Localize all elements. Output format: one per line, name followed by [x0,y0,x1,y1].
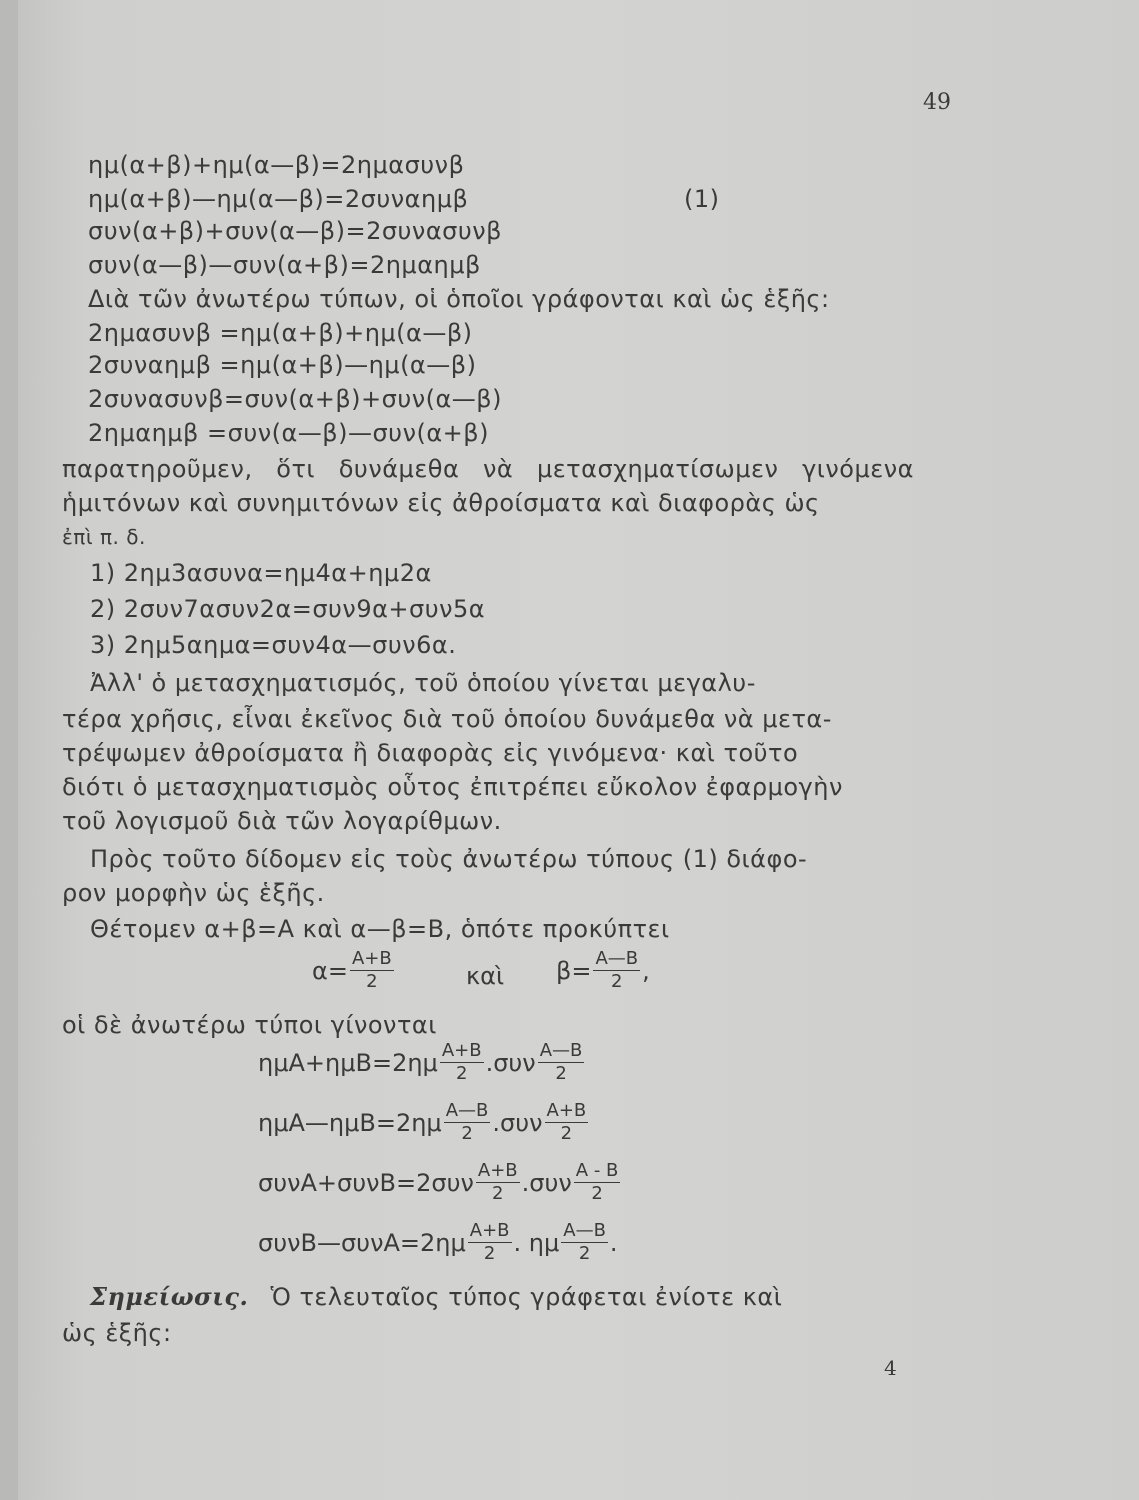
intro-line: Διὰ τῶν ἀνωτέρω τύπων, οἱ ὁποῖοι γράφονται καὶ ὡς ἑξῆς: [88,285,830,313]
formula-line: 2ημαημβ =συν(α—β)—συν(α+β) [88,419,489,447]
note-text: Ὁ τελευταῖος τύπος γράφεται ἐνίοτε καὶ [270,1283,783,1311]
page-number: 49 [923,90,951,115]
fraction-denominator: 2 [461,1123,473,1144]
fraction [468,1220,512,1265]
paragraph-line: τρέψωμεν ἀθροίσματα ἢ διαφορὰς εἰς γινόμενα· καὶ τοῦτο [62,739,799,767]
note-label: Σημείωσις. [90,1282,249,1311]
sum-to-product-formula [258,1040,586,1085]
example-line: 2) 2συν7ασυν2α=συν9α+συν5α [90,595,486,623]
fraction-denominator: 2 [455,1063,468,1084]
sum-to-product-formula [258,1220,618,1265]
fraction [476,1160,520,1205]
paragraph-line: ἐπὶ π. δ. [62,525,146,549]
formula-line: 2συναημβ =ημ(α+β)—ημ(α—β) [88,351,477,379]
paragraph-line: Πρὸς τοῦτο δίδομεν εἰς τοὺς ἀνωτέρω τύπους (1) διάφο- [90,845,808,873]
beta-definition [556,948,650,993]
paragraph-line: διότι ὁ μετασχηματισμὸς οὗτος ἐπιτρέπει εὔκολον ἐφαρμογὴν [62,773,843,801]
paragraph-line: Ἀλλ' ὁ μετασχηματισμός, τοῦ ὁποίου γίνεται μεγαλυ- [90,669,756,697]
fraction [545,1100,589,1145]
fraction [538,1040,585,1085]
paragraph-line: τοῦ λογισμοῦ διὰ τῶν λογαρίθμων. [62,807,502,835]
paragraph-line: παρατηροῦμεν, ὅτι δυνάμεθα νὰ μετασχηματίσωμεν γινόμενα [62,455,914,483]
sum-to-product-formula [258,1160,622,1205]
formula-lhs: συνΒ—συνΑ=2ημ [258,1228,466,1257]
fraction-numerator: Α+Β [477,1160,518,1181]
fraction-numerator: Α—Β [563,1220,606,1241]
fraction-denominator: 2 [560,1123,573,1144]
note-line [90,1282,782,1312]
formula-line: ημ(α+β)—ημ(α—β)=2συναημβ [88,185,469,213]
fraction [350,948,394,993]
fraction-numerator: Α—Β [445,1100,489,1121]
fraction [561,1220,608,1265]
formula-lhs: ημΑ—ημΒ=2ημ [258,1108,442,1137]
fraction-numerator: Α+Β [546,1100,587,1121]
fraction-numerator: Α—Β [595,948,639,969]
alpha-definition [312,948,396,993]
fraction-numerator: Α - Β [575,1160,619,1181]
alpha-lhs: α= [312,956,348,985]
fraction [440,1040,484,1085]
fraction-denominator: 2 [366,971,378,992]
fraction-denominator: 2 [555,1063,567,1084]
sum-to-product-formula [258,1100,590,1145]
fraction-denominator: 2 [611,971,623,992]
formula-lhs: συνΑ+συνΒ=2συν [258,1168,474,1197]
paragraph-line: ρον μορφὴν ὡς ἑξῆς. [62,879,325,907]
beta-lhs: β= [556,956,592,985]
example-line: 1) 2ημ3ασυνα=ημ4α+ημ2α [90,559,432,587]
fraction-numerator: Α+Β [351,948,392,969]
formula-mid: . ημ [513,1228,560,1257]
formula-line: 2συνασυνβ=συν(α+β)+συν(α—β) [88,385,502,413]
formula-line: 2ημασυνβ =ημ(α+β)+ημ(α—β) [88,319,473,347]
note-line: ὡς ἑξῆς: [62,1319,172,1347]
fraction-numerator: Α—Β [539,1040,583,1061]
beta-tail: , [642,956,650,985]
fraction [593,948,640,993]
fraction-denominator: 2 [483,1243,496,1264]
paragraph-line: ἡμιτόνων καὶ συνημιτόνων εἰς ἀθροίσματα καὶ διαφορὰς ὡς [62,489,820,517]
fraction-denominator: 2 [591,1183,603,1204]
equation-reference: (1) [684,185,720,213]
example-line: 3) 2ημ5αημα=συν4α—συν6α. [90,631,457,659]
formula-mid: .συν [492,1108,543,1137]
formula-mid: .συν [521,1168,572,1197]
formulas-intro: οἱ δὲ ἀνωτέρω τύποι γίνονται [62,1011,437,1039]
fraction-numerator: Α+Β [469,1220,510,1241]
fraction-denominator: 2 [578,1243,591,1264]
conjunction: καὶ [466,962,505,990]
formula-line: συν(α+β)+συν(α—β)=2συνασυνβ [88,217,502,245]
formula-line: ημ(α+β)+ημ(α—β)=2ημασυνβ [88,151,465,179]
book-page [18,0,1139,1500]
fraction [574,1160,621,1205]
formula-tail: . [609,1228,618,1257]
footer-number: 4 [884,1356,897,1380]
formula-lhs: ημΑ+ημΒ=2ημ [258,1048,438,1077]
fraction-denominator: 2 [492,1183,504,1204]
formula-line: συν(α—β)—συν(α+β)=2ημαημβ [88,251,481,279]
formula-mid: .συν [485,1048,536,1077]
paragraph-line: τέρα χρῆσις, εἶναι ἐκεῖνος διὰ τοῦ ὁποίου δυνάμεθα νὰ μετα- [62,705,832,733]
fraction [444,1100,491,1145]
setting-line: Θέτομεν α+β=Α καὶ α—β=Β, ὁπότε προκύπτει [90,915,670,943]
fraction-numerator: Α+Β [441,1040,482,1061]
